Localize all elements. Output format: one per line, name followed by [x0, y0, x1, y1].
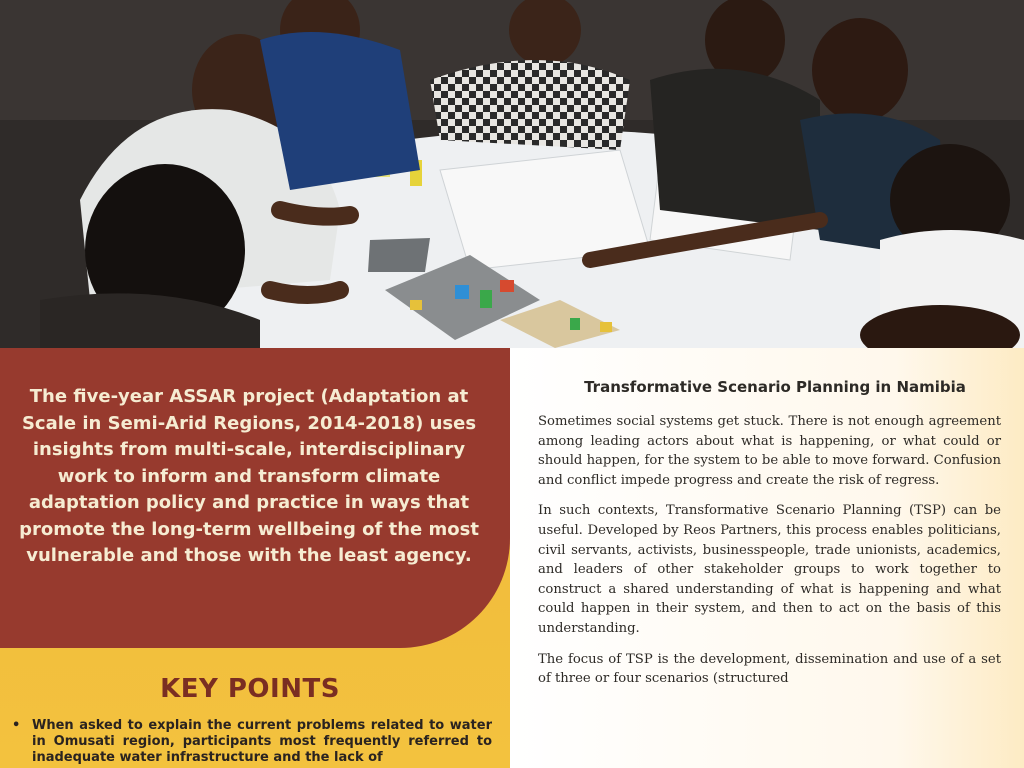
intro-text: The five-year ASSAR project (Adaptation at Scale in Semi-Arid Regions, 2014-2018) uses insights from multi-scale, interdisciplinary work to inform and transform climate adaptation policy and practice in ways that promote the long-term wellbeing of the most vulnerable and those with the least agency.	[19, 386, 479, 566]
tsp-paragraph: In such contexts, Transformative Scenario Planning (TSP) can be useful. Developed by Reos Partners, this process enables politicians, civil servants, activists, businesspeople, trade unionists, academics, and leaders of other stakeholder groups to work together to construct a shared understanding of what is happening and what could happen in their system, and then to act on the basis of this understanding.	[538, 503, 1001, 636]
tsp-body	[538, 412, 1001, 700]
key-point-text: When asked to explain the current problems related to water in Omusati region, participants most frequently referred to inadequate water infrastructure and the lack of	[32, 718, 492, 765]
tsp-paragraph: Sometimes social systems get stuck. There is not enough agreement among leading actors about what is happening, or what could or should happen, for the system to be able to move forward. Confusion and conflict impede progress and create the risk of regress.	[538, 414, 1001, 488]
right-column	[510, 348, 1024, 768]
tsp-heading: Transformative Scenario Planning in Namibia	[584, 378, 966, 396]
intro-panel	[0, 348, 510, 648]
bullet-icon: •	[12, 718, 21, 733]
left-column	[0, 348, 510, 768]
key-points-list	[10, 718, 492, 766]
tsp-paragraph: The focus of TSP is the development, dissemination and use of a set of three or four scenarios (structured	[538, 651, 1001, 687]
workshop-photo-illustration	[0, 0, 1024, 348]
key-point-item	[10, 718, 492, 766]
workshop-photo	[0, 0, 1024, 348]
key-points-title: KEY POINTS	[160, 674, 340, 704]
